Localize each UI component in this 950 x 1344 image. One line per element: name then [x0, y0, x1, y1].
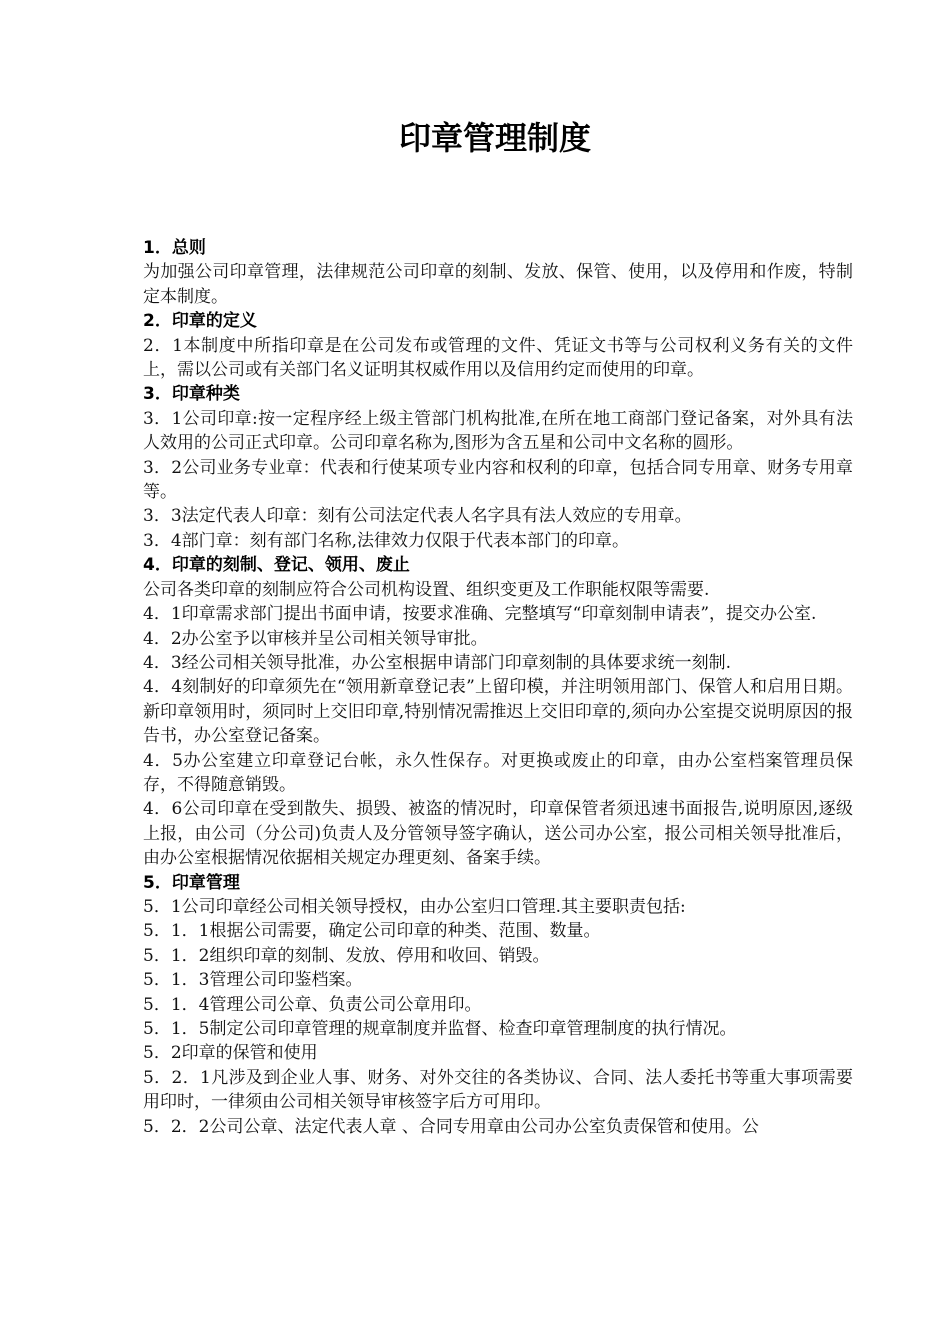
body-paragraph: 3．1公司印章:按一定程序经上级主管部门机构批准,在所在地工商部门登记备案，对外具有法人效用的公司正式印章。公司印章名称为,图形为含五星和公司中文名称的圆形。	[143, 408, 853, 454]
body-paragraph: 5．1．1根据公司需要，确定公司印章的种类、范围、数量。	[143, 921, 601, 942]
document-body	[143, 236, 853, 1139]
body-paragraph: 4．6公司印章在受到散失、损毁、被盗的情况时，印章保管者须迅速书面报告,说明原因,逐级上报，由公司（分公司)负责人及分管领导签字确认，送公司办公室，报公司相关领导批准后，由办公室根据情况依据相关规定办理更刻、备案手续。	[143, 799, 853, 869]
document-title: 印章管理制度	[398, 119, 591, 157]
body-paragraph: 5．2．2公司公章、法定代表人章 、合同专用章由公司办公室负责保管和使用。公	[143, 1116, 759, 1137]
body-paragraph: 5．1．2组织印章的刻制、发放、停用和收回、销毁。	[143, 945, 550, 966]
body-paragraph: 3．3法定代表人印章：刻有公司法定代表人名字具有法人效应的专用章。	[143, 506, 692, 527]
body-paragraph: 3．2公司业务专业章：代表和行使某项专业内容和权利的印章，包括合同专用章、财务专用章等。	[143, 457, 853, 503]
body-paragraph: 5．2．1凡涉及到企业人事、财务、对外交往的各类协议、合同、法人委托书等重大事项需要用印时，一律须由公司相关领导审核签字后方可用印。	[143, 1067, 853, 1113]
body-paragraph: 4．3经公司相关领导批准，办公室根据申请部门印章刻制的具体要求统一刻制.	[143, 652, 732, 673]
body-paragraph: 4．4刻制好的印章须先在“领用新章登记表”上留印模，并注明领用部门、保管人和启用日期。新印章领用时，须同时上交旧印章,特别情况需推迟上交旧印章的,须向办公室提交说明原因的报告书，办公室登记备案。	[143, 677, 853, 747]
body-paragraph: 为加强公司印章管理，法律规范公司印章的刻制、发放、保管、使用，以及停用和作废，特制定本制度。	[143, 262, 853, 307]
body-paragraph: 5．1公司印章经公司相关领导授权，由办公室归口管理.其主要职责包括:	[143, 896, 686, 917]
section-heading: 5．印章管理	[143, 872, 240, 893]
section-heading: 1．总则	[143, 238, 206, 258]
section-heading: 2．印章的定义	[143, 311, 257, 332]
section-heading: 3．印章种类	[143, 384, 240, 405]
body-paragraph: 公司各类印章的刻制应符合公司机构设置、组织变更及工作职能权限等需要.	[143, 579, 710, 600]
body-paragraph: 4．1印章需求部门提出书面申请，按要求准确、完整填写“印章刻制申请表”，提交办公室.	[143, 604, 817, 625]
body-paragraph: 4．2办公室予以审核并呈公司相关领导审批。	[143, 628, 488, 649]
body-paragraph: 5．1．4管理公司公章、负责公司公章用印。	[143, 994, 482, 1015]
body-paragraph: 2．1本制度中所指印章是在公司发布或管理的文件、凭证文书等与公司权利义务有关的文件上，需以公司或有关部门名义证明其权威作用以及信用约定而使用的印章。	[143, 335, 853, 381]
body-paragraph: 4．5办公室建立印章登记台帐，永久性保存。对更换或废止的印章，由办公室档案管理员保存，不得随意销毁。	[143, 750, 853, 795]
section-heading: 4．印章的刻制、登记、领用、废止	[143, 555, 410, 576]
body-paragraph: 5．1．5制定公司印章管理的规章制度并监督、检查印章管理制度的执行情况。	[143, 1019, 737, 1039]
body-paragraph: 3．4部门章：刻有部门名称,法律效力仅限于代表本部门的印章。	[143, 530, 630, 551]
body-paragraph: 5．1．3管理公司印鉴档案。	[143, 970, 363, 991]
body-paragraph: 5．2印章的保管和使用	[143, 1043, 318, 1064]
